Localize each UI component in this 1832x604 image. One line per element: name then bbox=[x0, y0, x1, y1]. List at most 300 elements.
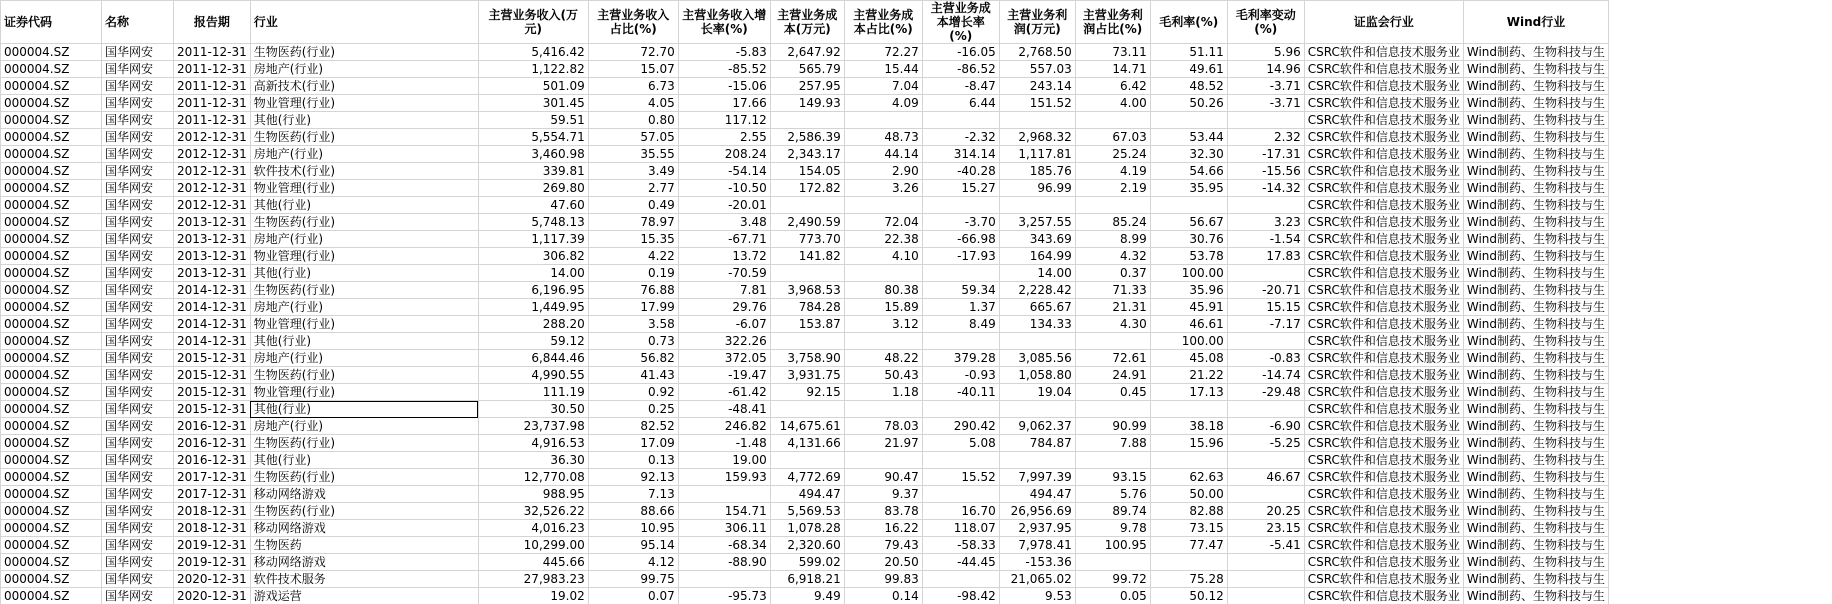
table-cell[interactable]: 7.81 bbox=[678, 282, 770, 299]
table-cell[interactable]: 000004.SZ bbox=[1, 112, 102, 129]
table-cell[interactable]: Wind制药、生物科技与生 bbox=[1463, 197, 1608, 214]
table-cell[interactable]: 30.76 bbox=[1150, 231, 1227, 248]
table-cell[interactable]: 15.52 bbox=[922, 469, 999, 486]
table-cell[interactable]: 78.97 bbox=[588, 214, 678, 231]
table-cell[interactable]: CSRC软件和信息技术服务业 bbox=[1304, 316, 1463, 333]
table-cell[interactable]: 000004.SZ bbox=[1, 78, 102, 95]
table-cell[interactable]: -17.31 bbox=[1227, 146, 1304, 163]
table-row[interactable] bbox=[1, 231, 1609, 248]
table-cell[interactable]: 国华网安 bbox=[102, 299, 174, 316]
table-cell[interactable] bbox=[922, 486, 999, 503]
table-cell[interactable]: CSRC软件和信息技术服务业 bbox=[1304, 588, 1463, 604]
table-row[interactable] bbox=[1, 333, 1609, 350]
table-cell[interactable]: CSRC软件和信息技术服务业 bbox=[1304, 112, 1463, 129]
column-header[interactable]: 证券代码 bbox=[1, 1, 102, 44]
table-cell[interactable]: 71.33 bbox=[1075, 282, 1150, 299]
table-cell[interactable]: 2016-12-31 bbox=[174, 452, 251, 469]
table-cell[interactable]: 000004.SZ bbox=[1, 316, 102, 333]
table-cell[interactable]: CSRC软件和信息技术服务业 bbox=[1304, 452, 1463, 469]
table-cell[interactable]: 4,131.66 bbox=[770, 435, 844, 452]
table-cell[interactable]: 13.72 bbox=[678, 248, 770, 265]
column-header[interactable]: 主营业务成本占比(%) bbox=[844, 1, 922, 44]
column-header[interactable]: 主营业务收入增长率(%) bbox=[678, 1, 770, 44]
table-cell[interactable] bbox=[1150, 554, 1227, 571]
table-cell[interactable]: -19.47 bbox=[678, 367, 770, 384]
table-cell[interactable]: 国华网安 bbox=[102, 231, 174, 248]
table-cell[interactable]: 17.66 bbox=[678, 95, 770, 112]
table-cell[interactable]: 3,460.98 bbox=[478, 146, 588, 163]
table-cell[interactable] bbox=[770, 401, 844, 418]
table-cell[interactable]: 599.02 bbox=[770, 554, 844, 571]
table-cell[interactable]: 14.71 bbox=[1075, 61, 1150, 78]
table-cell[interactable]: 000004.SZ bbox=[1, 333, 102, 350]
table-cell[interactable]: 51.11 bbox=[1150, 44, 1227, 61]
table-cell[interactable]: 2019-12-31 bbox=[174, 554, 251, 571]
table-cell[interactable]: 151.52 bbox=[999, 95, 1075, 112]
table-cell[interactable]: 000004.SZ bbox=[1, 146, 102, 163]
table-cell[interactable]: 243.14 bbox=[999, 78, 1075, 95]
table-cell[interactable]: 000004.SZ bbox=[1, 248, 102, 265]
table-cell[interactable] bbox=[770, 333, 844, 350]
table-cell[interactable]: 2.55 bbox=[678, 129, 770, 146]
table-cell[interactable]: CSRC软件和信息技术服务业 bbox=[1304, 44, 1463, 61]
table-cell[interactable]: 35.95 bbox=[1150, 180, 1227, 197]
table-row[interactable] bbox=[1, 537, 1609, 554]
table-cell[interactable]: Wind制药、生物科技与生 bbox=[1463, 486, 1608, 503]
table-cell[interactable]: CSRC软件和信息技术服务业 bbox=[1304, 520, 1463, 537]
table-cell[interactable]: -67.71 bbox=[678, 231, 770, 248]
table-cell[interactable]: 0.37 bbox=[1075, 265, 1150, 282]
table-cell[interactable]: 172.82 bbox=[770, 180, 844, 197]
table-row[interactable] bbox=[1, 384, 1609, 401]
table-cell[interactable]: 67.03 bbox=[1075, 129, 1150, 146]
table-cell[interactable]: 301.45 bbox=[478, 95, 588, 112]
table-cell[interactable]: 高新技术(行业) bbox=[250, 78, 478, 95]
table-cell[interactable]: 2.77 bbox=[588, 180, 678, 197]
table-row[interactable] bbox=[1, 61, 1609, 78]
table-cell[interactable]: 其他(行业) bbox=[250, 401, 478, 418]
table-cell[interactable] bbox=[1227, 571, 1304, 588]
table-cell[interactable]: 其他(行业) bbox=[250, 333, 478, 350]
table-cell[interactable]: 国华网安 bbox=[102, 384, 174, 401]
table-cell[interactable]: -17.93 bbox=[922, 248, 999, 265]
table-cell[interactable]: 生物医药(行业) bbox=[250, 44, 478, 61]
table-cell[interactable]: 000004.SZ bbox=[1, 367, 102, 384]
table-cell[interactable]: 17.09 bbox=[588, 435, 678, 452]
table-cell[interactable]: 000004.SZ bbox=[1, 401, 102, 418]
table-cell[interactable]: 移动网络游戏 bbox=[250, 486, 478, 503]
table-cell[interactable]: 7.88 bbox=[1075, 435, 1150, 452]
table-cell[interactable]: -6.90 bbox=[1227, 418, 1304, 435]
table-cell[interactable]: 000004.SZ bbox=[1, 452, 102, 469]
table-row[interactable] bbox=[1, 588, 1609, 604]
table-cell[interactable]: 8.99 bbox=[1075, 231, 1150, 248]
table-row[interactable] bbox=[1, 197, 1609, 214]
column-header[interactable]: 主营业务成本增长率(%) bbox=[922, 1, 999, 44]
table-cell[interactable]: 36.30 bbox=[478, 452, 588, 469]
table-cell[interactable]: 78.03 bbox=[844, 418, 922, 435]
table-cell[interactable]: 96.99 bbox=[999, 180, 1075, 197]
table-cell[interactable]: Wind制药、生物科技与生 bbox=[1463, 333, 1608, 350]
table-cell[interactable]: CSRC软件和信息技术服务业 bbox=[1304, 401, 1463, 418]
table-cell[interactable]: 9.49 bbox=[770, 588, 844, 604]
table-cell[interactable]: 2014-12-31 bbox=[174, 333, 251, 350]
table-cell[interactable]: 88.66 bbox=[588, 503, 678, 520]
table-cell[interactable]: 49.61 bbox=[1150, 61, 1227, 78]
table-cell[interactable]: 7.04 bbox=[844, 78, 922, 95]
table-cell[interactable]: -68.34 bbox=[678, 537, 770, 554]
table-cell[interactable]: 7,978.41 bbox=[999, 537, 1075, 554]
table-cell[interactable]: Wind制药、生物科技与生 bbox=[1463, 248, 1608, 265]
table-cell[interactable]: 501.09 bbox=[478, 78, 588, 95]
table-cell[interactable]: CSRC软件和信息技术服务业 bbox=[1304, 418, 1463, 435]
table-cell[interactable]: CSRC软件和信息技术服务业 bbox=[1304, 554, 1463, 571]
table-cell[interactable]: -5.25 bbox=[1227, 435, 1304, 452]
table-cell[interactable]: 9.78 bbox=[1075, 520, 1150, 537]
table-row[interactable] bbox=[1, 78, 1609, 95]
table-cell[interactable]: CSRC软件和信息技术服务业 bbox=[1304, 503, 1463, 520]
table-cell[interactable]: 000004.SZ bbox=[1, 180, 102, 197]
table-cell[interactable]: 23,737.98 bbox=[478, 418, 588, 435]
table-cell[interactable]: 4,990.55 bbox=[478, 367, 588, 384]
table-cell[interactable]: 2012-12-31 bbox=[174, 197, 251, 214]
table-row[interactable] bbox=[1, 367, 1609, 384]
table-cell[interactable] bbox=[1075, 554, 1150, 571]
table-cell[interactable]: -8.47 bbox=[922, 78, 999, 95]
table-cell[interactable]: 4.32 bbox=[1075, 248, 1150, 265]
table-cell[interactable]: 46.61 bbox=[1150, 316, 1227, 333]
table-cell[interactable] bbox=[1227, 554, 1304, 571]
column-header[interactable]: 名称 bbox=[102, 1, 174, 44]
table-cell[interactable]: CSRC软件和信息技术服务业 bbox=[1304, 333, 1463, 350]
table-row[interactable] bbox=[1, 180, 1609, 197]
table-cell[interactable]: 物业管理(行业) bbox=[250, 316, 478, 333]
table-cell[interactable]: 2014-12-31 bbox=[174, 316, 251, 333]
table-cell[interactable]: CSRC软件和信息技术服务业 bbox=[1304, 129, 1463, 146]
column-header[interactable]: 毛利率变动(%) bbox=[1227, 1, 1304, 44]
table-cell[interactable]: 82.88 bbox=[1150, 503, 1227, 520]
table-cell[interactable]: 22.38 bbox=[844, 231, 922, 248]
table-cell[interactable]: 其他(行业) bbox=[250, 265, 478, 282]
table-cell[interactable]: 29.76 bbox=[678, 299, 770, 316]
table-row[interactable] bbox=[1, 520, 1609, 537]
table-cell[interactable]: 2019-12-31 bbox=[174, 537, 251, 554]
table-cell[interactable]: 国华网安 bbox=[102, 163, 174, 180]
table-cell[interactable]: 185.76 bbox=[999, 163, 1075, 180]
table-cell[interactable]: 665.67 bbox=[999, 299, 1075, 316]
table-cell[interactable]: 2011-12-31 bbox=[174, 44, 251, 61]
table-cell[interactable]: 90.99 bbox=[1075, 418, 1150, 435]
table-cell[interactable]: -15.06 bbox=[678, 78, 770, 95]
table-cell[interactable]: 5.96 bbox=[1227, 44, 1304, 61]
table-cell[interactable]: -7.17 bbox=[1227, 316, 1304, 333]
table-cell[interactable]: Wind制药、生物科技与生 bbox=[1463, 180, 1608, 197]
table-cell[interactable]: 73.15 bbox=[1150, 520, 1227, 537]
table-cell[interactable]: 50.43 bbox=[844, 367, 922, 384]
table-cell[interactable]: Wind制药、生物科技与生 bbox=[1463, 112, 1608, 129]
table-cell[interactable]: 77.47 bbox=[1150, 537, 1227, 554]
table-cell[interactable]: 17.83 bbox=[1227, 248, 1304, 265]
table-cell[interactable]: 19.02 bbox=[478, 588, 588, 604]
table-cell[interactable]: 房地产(行业) bbox=[250, 418, 478, 435]
table-row[interactable] bbox=[1, 350, 1609, 367]
table-row[interactable] bbox=[1, 265, 1609, 282]
table-cell[interactable]: 15.35 bbox=[588, 231, 678, 248]
table-row[interactable] bbox=[1, 282, 1609, 299]
table-cell[interactable] bbox=[999, 197, 1075, 214]
table-cell[interactable]: -0.93 bbox=[922, 367, 999, 384]
table-row[interactable] bbox=[1, 503, 1609, 520]
table-cell[interactable]: 54.66 bbox=[1150, 163, 1227, 180]
table-cell[interactable]: 99.83 bbox=[844, 571, 922, 588]
column-header[interactable]: 证监会行业 bbox=[1304, 1, 1463, 44]
column-header[interactable]: 毛利率(%) bbox=[1150, 1, 1227, 44]
table-cell[interactable]: 557.03 bbox=[999, 61, 1075, 78]
table-cell[interactable]: 4.09 bbox=[844, 95, 922, 112]
table-cell[interactable] bbox=[678, 571, 770, 588]
table-cell[interactable]: Wind制药、生物科技与生 bbox=[1463, 435, 1608, 452]
table-cell[interactable]: 32,526.22 bbox=[478, 503, 588, 520]
table-cell[interactable] bbox=[1150, 197, 1227, 214]
table-row[interactable] bbox=[1, 248, 1609, 265]
table-cell[interactable]: Wind制药、生物科技与生 bbox=[1463, 537, 1608, 554]
table-cell[interactable]: 47.60 bbox=[478, 197, 588, 214]
table-cell[interactable]: -1.48 bbox=[678, 435, 770, 452]
table-cell[interactable]: Wind制药、生物科技与生 bbox=[1463, 384, 1608, 401]
table-cell[interactable]: CSRC软件和信息技术服务业 bbox=[1304, 248, 1463, 265]
table-cell[interactable]: CSRC软件和信息技术服务业 bbox=[1304, 61, 1463, 78]
table-cell[interactable]: 房地产(行业) bbox=[250, 146, 478, 163]
table-cell[interactable]: 25.24 bbox=[1075, 146, 1150, 163]
table-cell[interactable]: 149.93 bbox=[770, 95, 844, 112]
table-cell[interactable]: 53.78 bbox=[1150, 248, 1227, 265]
table-cell[interactable]: 159.93 bbox=[678, 469, 770, 486]
table-cell[interactable]: 20.50 bbox=[844, 554, 922, 571]
table-cell[interactable]: 1,122.82 bbox=[478, 61, 588, 78]
table-cell[interactable]: 45.91 bbox=[1150, 299, 1227, 316]
table-cell[interactable]: 国华网安 bbox=[102, 503, 174, 520]
table-cell[interactable]: 57.05 bbox=[588, 129, 678, 146]
table-cell[interactable] bbox=[922, 333, 999, 350]
table-cell[interactable]: 2.90 bbox=[844, 163, 922, 180]
table-cell[interactable]: Wind制药、生物科技与生 bbox=[1463, 44, 1608, 61]
table-cell[interactable]: 国华网安 bbox=[102, 588, 174, 604]
table-cell[interactable]: 288.20 bbox=[478, 316, 588, 333]
table-cell[interactable]: 72.70 bbox=[588, 44, 678, 61]
table-cell[interactable]: 93.15 bbox=[1075, 469, 1150, 486]
table-cell[interactable]: 000004.SZ bbox=[1, 571, 102, 588]
table-cell[interactable]: 48.73 bbox=[844, 129, 922, 146]
table-cell[interactable]: 2,768.50 bbox=[999, 44, 1075, 61]
table-cell[interactable]: Wind制药、生物科技与生 bbox=[1463, 350, 1608, 367]
table-cell[interactable]: 000004.SZ bbox=[1, 231, 102, 248]
table-cell[interactable] bbox=[844, 333, 922, 350]
table-cell[interactable]: 3.49 bbox=[588, 163, 678, 180]
table-cell[interactable]: 246.82 bbox=[678, 418, 770, 435]
table-cell[interactable]: -48.41 bbox=[678, 401, 770, 418]
table-cell[interactable]: -20.71 bbox=[1227, 282, 1304, 299]
table-cell[interactable]: 784.87 bbox=[999, 435, 1075, 452]
table-cell[interactable]: 生物医药(行业) bbox=[250, 367, 478, 384]
table-cell[interactable]: 000004.SZ bbox=[1, 44, 102, 61]
table-cell[interactable]: Wind制药、生物科技与生 bbox=[1463, 571, 1608, 588]
table-cell[interactable]: 000004.SZ bbox=[1, 163, 102, 180]
table-cell[interactable]: 62.63 bbox=[1150, 469, 1227, 486]
table-cell[interactable]: 2015-12-31 bbox=[174, 367, 251, 384]
column-header[interactable]: Wind行业 bbox=[1463, 1, 1608, 44]
table-row[interactable] bbox=[1, 418, 1609, 435]
table-cell[interactable] bbox=[1227, 112, 1304, 129]
table-cell[interactable]: 15.44 bbox=[844, 61, 922, 78]
table-cell[interactable]: -5.83 bbox=[678, 44, 770, 61]
table-row[interactable] bbox=[1, 163, 1609, 180]
table-cell[interactable]: Wind制药、生物科技与生 bbox=[1463, 282, 1608, 299]
table-cell[interactable]: 物业管理(行业) bbox=[250, 248, 478, 265]
table-cell[interactable]: 14.96 bbox=[1227, 61, 1304, 78]
table-cell[interactable]: CSRC软件和信息技术服务业 bbox=[1304, 95, 1463, 112]
table-cell[interactable]: 5,416.42 bbox=[478, 44, 588, 61]
table-cell[interactable]: 2,586.39 bbox=[770, 129, 844, 146]
table-cell[interactable]: 3,968.53 bbox=[770, 282, 844, 299]
table-cell[interactable]: 国华网安 bbox=[102, 214, 174, 231]
table-cell[interactable]: 000004.SZ bbox=[1, 95, 102, 112]
table-cell[interactable]: 2,228.42 bbox=[999, 282, 1075, 299]
table-cell[interactable]: 15.96 bbox=[1150, 435, 1227, 452]
table-cell[interactable]: 国华网安 bbox=[102, 180, 174, 197]
table-cell[interactable]: -86.52 bbox=[922, 61, 999, 78]
table-cell[interactable]: 306.11 bbox=[678, 520, 770, 537]
table-cell[interactable]: -0.83 bbox=[1227, 350, 1304, 367]
table-cell[interactable]: 国华网安 bbox=[102, 350, 174, 367]
table-cell[interactable]: 2017-12-31 bbox=[174, 486, 251, 503]
table-cell[interactable]: 000004.SZ bbox=[1, 129, 102, 146]
table-cell[interactable]: 111.19 bbox=[478, 384, 588, 401]
table-cell[interactable]: 000004.SZ bbox=[1, 418, 102, 435]
table-cell[interactable]: 生物医药(行业) bbox=[250, 435, 478, 452]
table-cell[interactable]: CSRC软件和信息技术服务业 bbox=[1304, 299, 1463, 316]
table-cell[interactable]: 国华网安 bbox=[102, 44, 174, 61]
table-cell[interactable]: 314.14 bbox=[922, 146, 999, 163]
table-cell[interactable]: 2,937.95 bbox=[999, 520, 1075, 537]
table-cell[interactable]: -14.74 bbox=[1227, 367, 1304, 384]
table-cell[interactable]: 100.00 bbox=[1150, 265, 1227, 282]
table-cell[interactable]: CSRC软件和信息技术服务业 bbox=[1304, 537, 1463, 554]
column-header[interactable]: 主营业务收入(万元) bbox=[478, 1, 588, 44]
table-cell[interactable]: 国华网安 bbox=[102, 367, 174, 384]
table-cell[interactable]: 38.18 bbox=[1150, 418, 1227, 435]
table-cell[interactable]: 2011-12-31 bbox=[174, 78, 251, 95]
table-cell[interactable]: 41.43 bbox=[588, 367, 678, 384]
table-cell[interactable]: 2015-12-31 bbox=[174, 384, 251, 401]
table-cell[interactable]: 92.13 bbox=[588, 469, 678, 486]
table-cell[interactable]: 15.89 bbox=[844, 299, 922, 316]
table-cell[interactable] bbox=[922, 452, 999, 469]
table-cell[interactable]: 3.23 bbox=[1227, 214, 1304, 231]
table-cell[interactable]: 56.82 bbox=[588, 350, 678, 367]
table-cell[interactable]: 59.51 bbox=[478, 112, 588, 129]
table-cell[interactable]: 117.12 bbox=[678, 112, 770, 129]
table-cell[interactable]: 生物医药 bbox=[250, 537, 478, 554]
table-cell[interactable]: 房地产(行业) bbox=[250, 299, 478, 316]
table-cell[interactable]: -1.54 bbox=[1227, 231, 1304, 248]
table-cell[interactable]: 153.87 bbox=[770, 316, 844, 333]
table-cell[interactable] bbox=[1227, 333, 1304, 350]
table-cell[interactable]: 26,956.69 bbox=[999, 503, 1075, 520]
table-cell[interactable]: 6,196.95 bbox=[478, 282, 588, 299]
table-cell[interactable]: -54.14 bbox=[678, 163, 770, 180]
table-cell[interactable]: 17.99 bbox=[588, 299, 678, 316]
table-cell[interactable]: 141.82 bbox=[770, 248, 844, 265]
table-cell[interactable]: 0.25 bbox=[588, 401, 678, 418]
table-cell[interactable]: 000004.SZ bbox=[1, 384, 102, 401]
table-cell[interactable]: 生物医药(行业) bbox=[250, 503, 478, 520]
table-cell[interactable]: 国华网安 bbox=[102, 469, 174, 486]
table-cell[interactable] bbox=[770, 452, 844, 469]
table-cell[interactable]: 000004.SZ bbox=[1, 554, 102, 571]
table-cell[interactable]: 50.12 bbox=[1150, 588, 1227, 604]
table-cell[interactable]: 48.22 bbox=[844, 350, 922, 367]
table-cell[interactable] bbox=[1227, 197, 1304, 214]
table-cell[interactable]: 73.11 bbox=[1075, 44, 1150, 61]
table-cell[interactable]: 21.97 bbox=[844, 435, 922, 452]
table-cell[interactable] bbox=[770, 197, 844, 214]
table-cell[interactable]: 2013-12-31 bbox=[174, 248, 251, 265]
table-cell[interactable]: -95.73 bbox=[678, 588, 770, 604]
table-cell[interactable]: 19.04 bbox=[999, 384, 1075, 401]
table-cell[interactable]: 000004.SZ bbox=[1, 503, 102, 520]
table-row[interactable] bbox=[1, 469, 1609, 486]
table-cell[interactable] bbox=[922, 571, 999, 588]
table-cell[interactable] bbox=[999, 333, 1075, 350]
table-cell[interactable]: -70.59 bbox=[678, 265, 770, 282]
table-cell[interactable]: 国华网安 bbox=[102, 61, 174, 78]
table-cell[interactable]: Wind制药、生物科技与生 bbox=[1463, 299, 1608, 316]
table-cell[interactable]: 国华网安 bbox=[102, 197, 174, 214]
table-cell[interactable]: 56.67 bbox=[1150, 214, 1227, 231]
table-cell[interactable]: 21.31 bbox=[1075, 299, 1150, 316]
table-cell[interactable]: 6,918.21 bbox=[770, 571, 844, 588]
table-cell[interactable]: 2020-12-31 bbox=[174, 571, 251, 588]
table-cell[interactable]: 2012-12-31 bbox=[174, 146, 251, 163]
table-cell[interactable]: 5,748.13 bbox=[478, 214, 588, 231]
table-cell[interactable]: 95.14 bbox=[588, 537, 678, 554]
table-cell[interactable]: 2,647.92 bbox=[770, 44, 844, 61]
table-cell[interactable]: -40.28 bbox=[922, 163, 999, 180]
table-cell[interactable]: 44.14 bbox=[844, 146, 922, 163]
table-cell[interactable]: 14.00 bbox=[999, 265, 1075, 282]
table-cell[interactable]: -85.52 bbox=[678, 61, 770, 78]
table-cell[interactable]: 20.25 bbox=[1227, 503, 1304, 520]
table-cell[interactable]: 257.95 bbox=[770, 78, 844, 95]
table-cell[interactable]: 000004.SZ bbox=[1, 486, 102, 503]
table-cell[interactable]: 2016-12-31 bbox=[174, 418, 251, 435]
table-cell[interactable]: 其他(行业) bbox=[250, 112, 478, 129]
table-cell[interactable]: 45.08 bbox=[1150, 350, 1227, 367]
table-cell[interactable]: 2015-12-31 bbox=[174, 350, 251, 367]
table-cell[interactable] bbox=[844, 197, 922, 214]
table-cell[interactable]: 2013-12-31 bbox=[174, 214, 251, 231]
table-cell[interactable]: 6.73 bbox=[588, 78, 678, 95]
table-cell[interactable]: 269.80 bbox=[478, 180, 588, 197]
table-cell[interactable]: Wind制药、生物科技与生 bbox=[1463, 469, 1608, 486]
table-cell[interactable]: 773.70 bbox=[770, 231, 844, 248]
table-cell[interactable] bbox=[1075, 401, 1150, 418]
table-cell[interactable]: 208.24 bbox=[678, 146, 770, 163]
table-cell[interactable]: 9,062.37 bbox=[999, 418, 1075, 435]
table-cell[interactable]: 其他(行业) bbox=[250, 197, 478, 214]
table-cell[interactable]: 35.96 bbox=[1150, 282, 1227, 299]
table-row[interactable] bbox=[1, 571, 1609, 588]
